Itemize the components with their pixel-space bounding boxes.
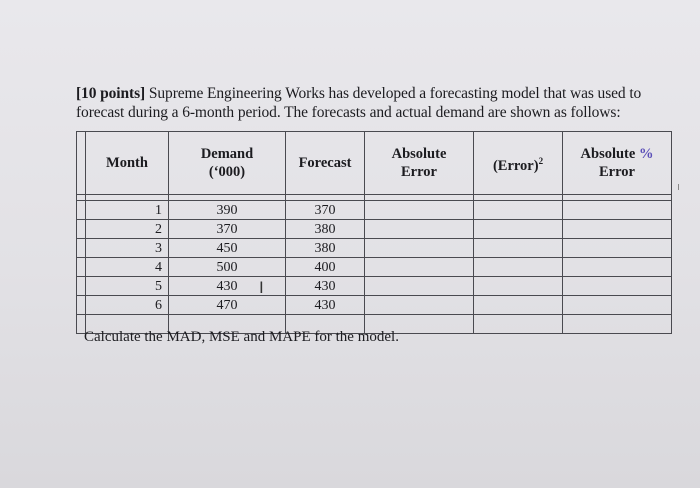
points-label: [10 points] bbox=[76, 85, 146, 102]
instruction-text: Calculate the MAD, MSE and MAPE for the model. bbox=[84, 329, 399, 345]
absolute-percent-error-cell bbox=[563, 220, 672, 239]
forecast-cell: 430 bbox=[286, 296, 365, 315]
table-row bbox=[77, 277, 672, 296]
absolute-error-cell bbox=[365, 201, 474, 220]
demand-cell: 450 bbox=[169, 239, 286, 258]
error-squared-cell bbox=[474, 258, 563, 277]
absolute-error-header: Absolute Error bbox=[365, 132, 474, 195]
forecast-cell: 400 bbox=[286, 258, 365, 277]
absolute-error-cell bbox=[365, 277, 474, 296]
edge-mark bbox=[678, 184, 683, 190]
absolute-percent-error-cell bbox=[563, 258, 672, 277]
month-cell: 3 bbox=[86, 239, 169, 258]
absolute-error-cell bbox=[365, 220, 474, 239]
error-squared-header: (Error)$^2$ bbox=[474, 132, 563, 195]
forecast-table bbox=[76, 131, 672, 334]
demand-cell: 390 bbox=[169, 201, 286, 220]
absolute-percent-error-cell bbox=[563, 239, 672, 258]
blank-col-header bbox=[77, 132, 86, 195]
month-cell: 2 bbox=[86, 220, 169, 239]
table-row bbox=[77, 201, 672, 220]
blank-cell bbox=[77, 201, 86, 220]
month-cell: 6 bbox=[86, 296, 169, 315]
month-header: Month bbox=[86, 132, 169, 195]
forecast-cell: 380 bbox=[286, 239, 365, 258]
demand-cell: 470 bbox=[169, 296, 286, 315]
text-cursor-icon: I bbox=[259, 278, 264, 297]
question-body: Supreme Engineering Works has developed a forecasting model that was used to forecast during a 6-month period. The forecasts and actual demand are shown as follows: bbox=[76, 85, 642, 121]
demand-header: Demand (‘000) bbox=[169, 132, 286, 195]
month-cell: 5 bbox=[86, 277, 169, 296]
blank-cell bbox=[77, 258, 86, 277]
forecast-cell: 380 bbox=[286, 220, 365, 239]
table-row bbox=[77, 220, 672, 239]
forecast-header: Forecast bbox=[286, 132, 365, 195]
demand-cell: 430 bbox=[169, 277, 286, 296]
blank-cell bbox=[77, 220, 86, 239]
absolute-percent-error-cell bbox=[563, 277, 672, 296]
forecast-cell: 430 bbox=[286, 277, 365, 296]
absolute-percent-error-cell bbox=[563, 296, 672, 315]
month-cell: 4 bbox=[86, 258, 169, 277]
absolute-error-cell bbox=[365, 258, 474, 277]
blank-cell bbox=[77, 239, 86, 258]
table-row bbox=[77, 258, 672, 277]
absolute-error-cell bbox=[365, 239, 474, 258]
demand-cell: 500 bbox=[169, 258, 286, 277]
table-row bbox=[77, 296, 672, 315]
question-text bbox=[76, 84, 666, 122]
blank-cell bbox=[77, 277, 86, 296]
table-row bbox=[77, 239, 672, 258]
month-cell: 1 bbox=[86, 201, 169, 220]
header-row bbox=[77, 132, 672, 195]
error-squared-cell bbox=[474, 239, 563, 258]
error-squared-cell bbox=[474, 296, 563, 315]
absolute-percent-error-header: Absolute % Error bbox=[563, 132, 672, 195]
absolute-error-cell bbox=[365, 296, 474, 315]
forecast-cell: 370 bbox=[286, 201, 365, 220]
error-squared-cell bbox=[474, 220, 563, 239]
blank-cell bbox=[77, 296, 86, 315]
demand-cell: 370 bbox=[169, 220, 286, 239]
error-squared-cell bbox=[474, 201, 563, 220]
absolute-percent-error-cell bbox=[563, 201, 672, 220]
error-squared-cell bbox=[474, 277, 563, 296]
